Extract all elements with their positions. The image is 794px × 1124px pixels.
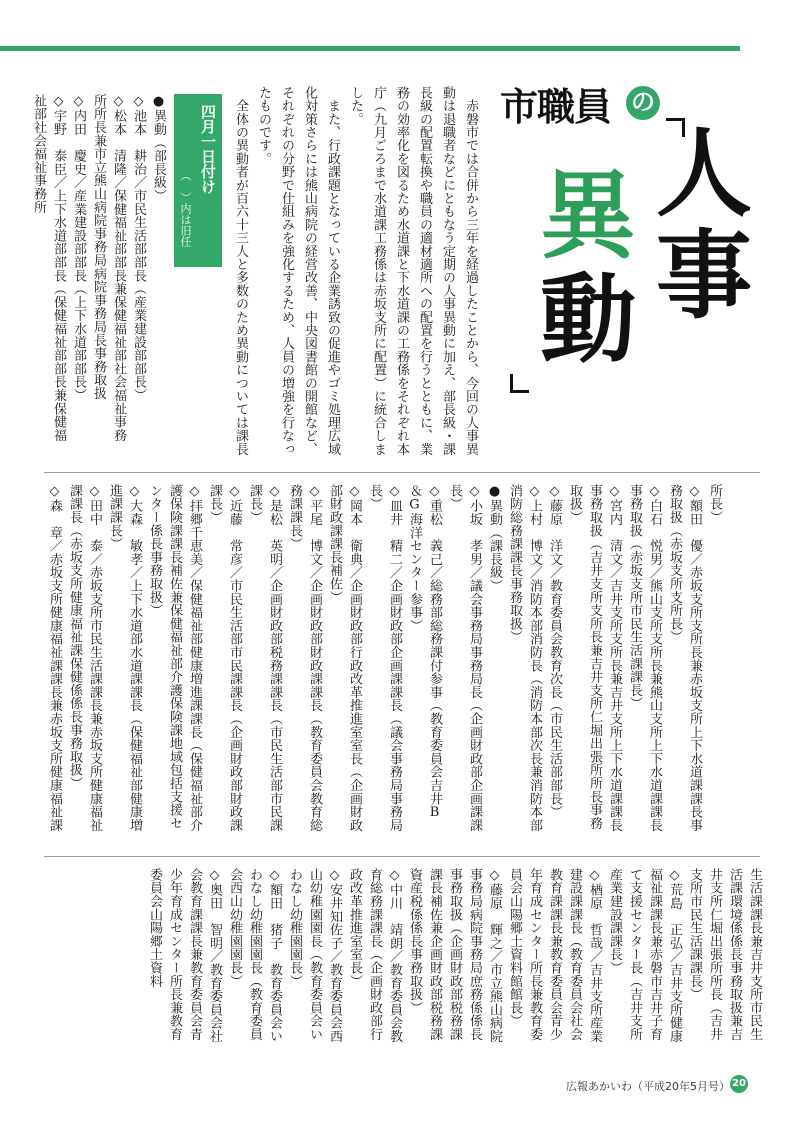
header-rule: [0, 46, 740, 51]
title-no-circle: の: [626, 86, 660, 120]
personnel-list-middle: 所長） ◇額田 優／赤坂支所支所長兼赤坂支所上下水道課課長事務取扱（赤坂支所支所長） ◇白石 悦男／熊山支所支所長兼熊山支所上下水道課課長事務取扱（赤坂支所市民生活課課長） ◇宮内 清文／吉井支所支所長兼吉井支所上下水道課課長事務取扱（吉井支所支所長兼吉井支所仁堀出張所所長事務取扱） ◇藤原 洋文／教育委員会教育次長（市民生活部部長） ◇上村 博文／消防本部消防長（消防本部次長兼消防本部消防総務課課長事務取扱） ●異動（課長級） ◇小坂 孝男／議会事務局事務局長（企画財政部企画課課長） ◇重松 義己／総務部総務課付参事（教育委員会吉井B＆G海洋センター参事） ◇皿井 精二／企画財政部企画課課長（議会事務局事務局長） ◇岡本 衛典／企画財政部行政改革推進室室長（企画財政部財政課課長補佐） ◇平尾 博文／企画財政部財政課課長（教育委員会教育総務課課長） ◇是松 英明／企画財政部税務課課長（市民生活部市民課課長） ◇近藤 常彦／市民生活部市民課課長（企画財政部財政課課長） ◇拝郷千恵美／保健福祉部健康増進課課長（保健福祉部介護保険課課長補佐兼保健福祉部介護保険課地域包括支援センター係長事務取扱） ◇大森 敏孝／上下水道部水道課課長（保健福祉部健康増進課課長） ◇田中 泰／赤坂支所市民生活課課長兼赤坂支所健康福祉課課長（赤坂支所健康福祉課保健係係長事務取扱） ◇森 章／赤坂支所健康福祉課課長兼赤坂支所健康福祉課: [47, 484, 722, 832]
title-char-ji: 事: [656, 220, 752, 332]
section-divider: [44, 472, 760, 473]
personnel-list-bottom: 生活課課長兼吉井支所市民生活課環境係係長事務取扱兼吉井支所仁堀出張所所長（吉井支所市民生活課課長） ◇荒島 正弘／吉井支所健康福祉課課長兼赤磐市吉井子育て支援センター長（吉井支所産業建設課課長） ◇楢原 哲哉／吉井支所産業建設課課長（教育委員会社会教育課課長兼教育委員会青少年育成センター所長兼教育委員会山陽郷土資料館館長） ◇藤原 輝之／市立熊山病院事務局病院事務局庶務係係長事務取扱（企画財政部税務課課長補佐兼企画財政部税務課資産税係係長事務取扱） ◇中川 靖朗／教育委員会教育総務課課長（企画財政部行政改革推進室室長） ◇安井知佐子／教育委員会西山幼稚園園長（教育委員会いわなし幼稚園園長） ◇額田 猪子 教育委員会いわなし幼稚園園長（教育委員会西山幼稚園園長） ◇奥田 智明／教育委員会社会教育課課長兼教育委員会青少年育成センター所長兼教育委員会山陽郷土資料: [147, 868, 762, 1043]
intro-paragraph: 赤磐市では合併から三年を経過したことから、今回の人事異動は退職者などにともなう定期の人事異動に加え、部長級・課長級の配置転換や職員の適材適所への配置を行うとともに、業務の効率化を図るため水道課と下水道課の工務係をそれぞれ本庁（九月ごろまで水道課工務係は赤坂支所に配置）に統合しました。 また、行政課題となっている企業誘致の促進やゴミ処理広域化対策さらには熊山病院の経営改善、中央図書館の開館など、それぞれの分野で仕組みを強化するため、人員の増強を行なったものです。 全体の異動者が百六十三人と多数のため異動については課長: [233, 86, 478, 456]
parenthesis-note: （ ）内は旧任: [179, 170, 192, 247]
title-char-dou: 動: [540, 264, 636, 376]
effective-date-badge: [174, 94, 222, 267]
publication-footer: 広報あかいわ（平成20年5月号）: [566, 1080, 730, 1093]
personnel-list-director: ●異動（部長級） ◇池本 耕治／市民生活部部長（産業建設部部長） ◇松本 清隆／保健福祉部部長兼保健福祉部社会福祉事務所所長兼市立熊山病院事務局病院事務局長事務取扱 ◇内田 慶史／産業建設部部長（上下水道部部長） ◇宇野 泰臣／上下水道部部長（保健福祉部部長兼保健福祉部社会福祉事務所: [31, 94, 166, 442]
title-char-jin: 人: [656, 118, 752, 230]
title-subtitle: 市職員: [500, 85, 612, 129]
effective-date: 四月一日付け: [199, 104, 217, 194]
page-number: 20: [730, 1075, 748, 1093]
section-divider: [44, 856, 760, 857]
title-char-i: 異: [540, 160, 636, 272]
title-bracket-close: [510, 374, 529, 393]
